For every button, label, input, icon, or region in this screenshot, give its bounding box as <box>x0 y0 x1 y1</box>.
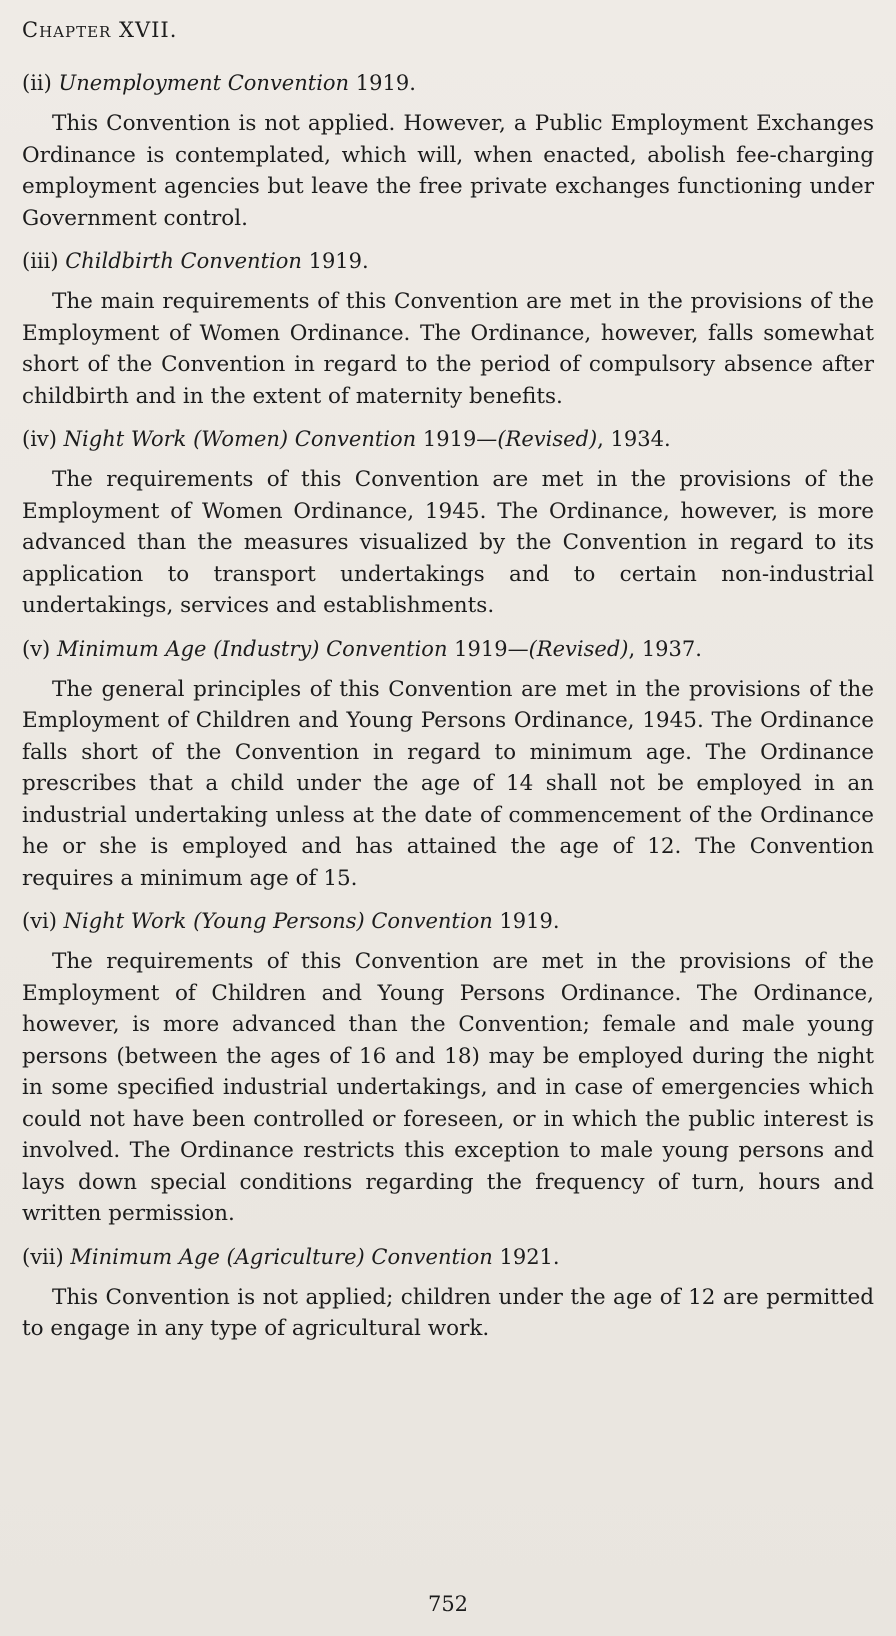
section-heading: (iii) Childbirth Convention 1919. <box>22 249 369 273</box>
section-paragraph: The requirements of this Convention are met in the provisions of the Employment of Children and Young Persons Ordinance. The Ordinance, however, is more advanced than the Convention; female and male young persons (between the ages of 16 and 18) may be employed during the night in some specified industrial undertakings, and in case of emergencies which could not have been controlled or foreseen, or in which the public interest is involved. The Ordinance restricts this exception to male young persons and lays down special conditions regarding the frequency of turn, hours and written permission. <box>22 949 874 1226</box>
section-paragraph: The general principles of this Convention are met in the provisions of the Employment of Children and Young Persons Ordinance, 1945. The Ordinance falls short of the Convention in regard to minimum age. The Ordinance prescribes that a child under the age of 14 shall not be employed in an industrial undertaking unless at the date of commencement of the Ordinance he or she is employed and has attained the age of 12. The Convention requires a minimum age of 15. <box>22 676 874 891</box>
section-paragraph: This Convention is not applied. However, a Public Employment Exchanges Ordinance is contemplated, which will, when enacted, abolish fee-charging employment agencies but leave the free private exchanges functioning under Government control. <box>22 111 874 231</box>
section-heading: (iv) Night Work (Women) Convention 1919—(Revised), 1934. <box>22 427 671 451</box>
section-minimum-age-industry <box>22 634 874 895</box>
section-heading: (vi) Night Work (Young Persons) Convention 1919. <box>22 909 560 933</box>
page-body <box>22 68 874 1357</box>
section-heading: (ii) Unemployment Convention 1919. <box>22 71 416 95</box>
section-heading: (vii) Minimum Age (Agriculture) Convention 1921. <box>22 1244 560 1269</box>
chapter-heading: Chapter XVII. <box>22 18 178 42</box>
section-unemployment <box>22 68 874 234</box>
section-paragraph: The main requirements of this Convention are met in the provisions of the Employment of Women Ordinance. The Ordinance, however, falls somewhat short of the Convention in regard to the period of compulsory absence after childbirth and in the extent of maternity benefits. <box>22 289 874 409</box>
section-night-work-women <box>22 424 874 622</box>
section-childbirth <box>22 246 874 412</box>
section-minimum-age-agriculture <box>22 1242 874 1345</box>
section-night-work-young-persons <box>22 906 874 1230</box>
section-paragraph: This Convention is not applied; children under the age of 12 are permitted to engage in any type of agricultural work. <box>22 1284 874 1341</box>
section-heading: (v) Minimum Age (Industry) Convention 1919—(Revised), 1937. <box>22 636 702 661</box>
page-number: 752 <box>427 1592 469 1616</box>
section-paragraph: The requirements of this Convention are met in the provisions of the Employment of Women Ordinance, 1945. The Ordinance, however, is more advanced than the measures visualized by the Convention in regard to its application to transport undertakings and to certain non-industrial undertakings, services and establishments. <box>22 467 874 618</box>
